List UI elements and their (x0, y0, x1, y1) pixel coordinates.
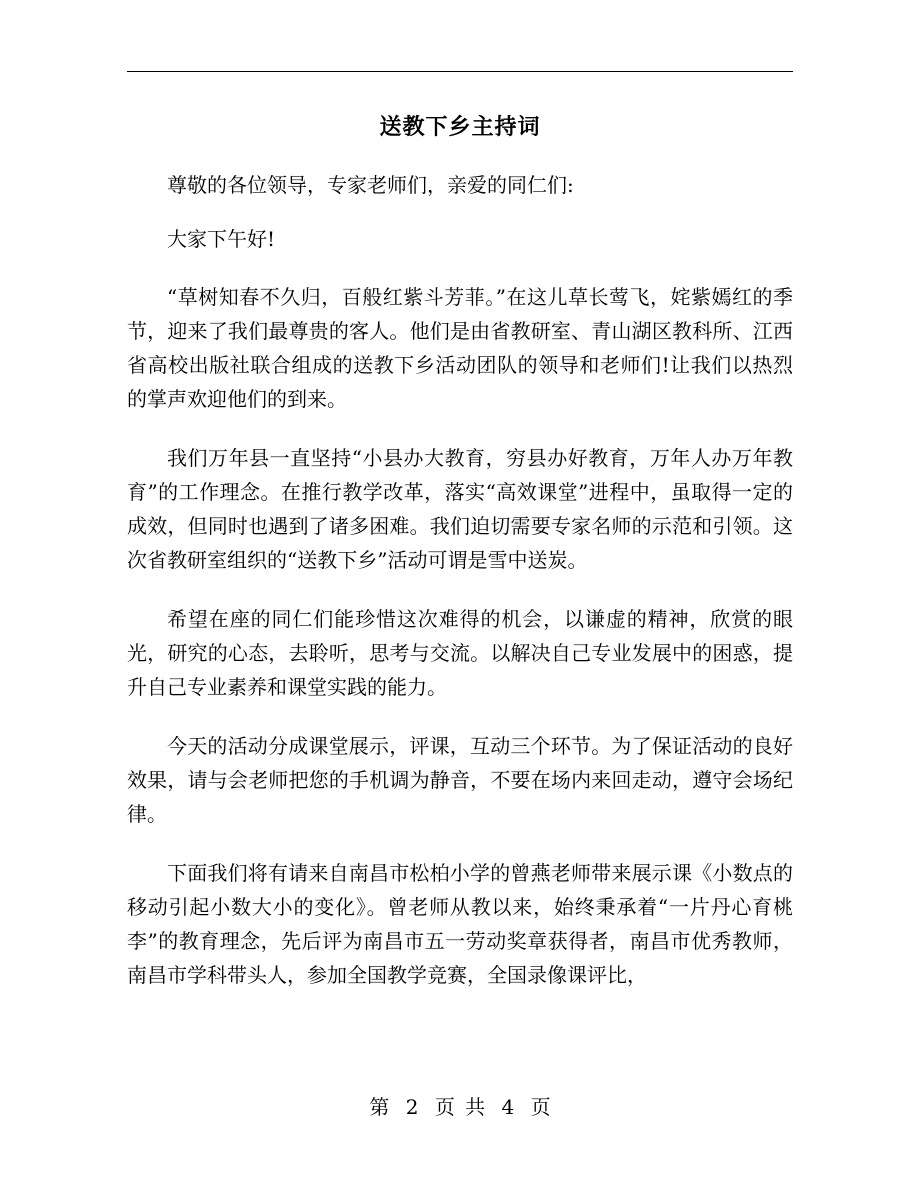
paragraph-greeting: 大家下午好! (167, 227, 276, 251)
page-footer (127, 1093, 793, 1121)
paragraph-philosophy: 我们万年县一直坚持“小县办大教育，穷县办好教育，万年人办万年教育”的工作理念。在推行教学改革，落实“高效课堂”进程中，虽取得一定的成效，但同时也遇到了诸多困难。我们迫切需要专家名师的示范和引领。这次省教研室组织的“送教下乡”活动可谓是雪中送炭。 (127, 446, 793, 572)
paragraph-welcome: “草树知春不久归，百般红紫斗芳菲。”在这儿草长莺飞，姹紫嫣红的季节，迎来了我们最尊贵的客人。他们是由省教研室、青山湖区教科所、江西省高校出版社联合组成的送教下乡活动团队的领导和老师们!让我们以热烈的掌声欢迎他们的到来。 (127, 285, 793, 411)
paragraph-introduction: 下面我们将有请来自南昌市松柏小学的曾燕老师带来展示课《小数点的移动引起小数大小的变化》。曾老师从教以来，始终秉承着“一片丹心育桃李”的教育理念，先后评为南昌市五一劳动奖章获得者，南昌市优秀教师，南昌市学科带头人，参加全国教学竞赛，全国录像课评比， (127, 861, 793, 987)
header-rule (127, 71, 793, 72)
footer-suffix: 页 (530, 1095, 551, 1119)
footer-current-page: 2 (405, 1095, 419, 1119)
footer-prefix: 第 (369, 1095, 390, 1119)
paragraph-hope: 希望在座的同仁们能珍惜这次难得的机会，以谦虚的精神，欣赏的眼光，研究的心态，去聆听，思考与交流。以解决自己专业发展中的困惑，提升自己专业素养和课堂实践的能力。 (127, 607, 793, 699)
document-title: 送教下乡主持词 (379, 114, 541, 140)
document-body (127, 168, 793, 1017)
footer-mid: 页 共 (434, 1095, 486, 1119)
paragraph-agenda: 今天的活动分成课堂展示，评课，互动三个环节。为了保证活动的良好效果，请与会老师把您的手机调为静音，不要在场内来回走动，遵守会场纪律。 (127, 734, 793, 826)
footer-total-pages: 4 (501, 1095, 515, 1119)
paragraph-salutation: 尊敬的各位领导，专家老师们，亲爱的同仁们: (167, 173, 574, 197)
